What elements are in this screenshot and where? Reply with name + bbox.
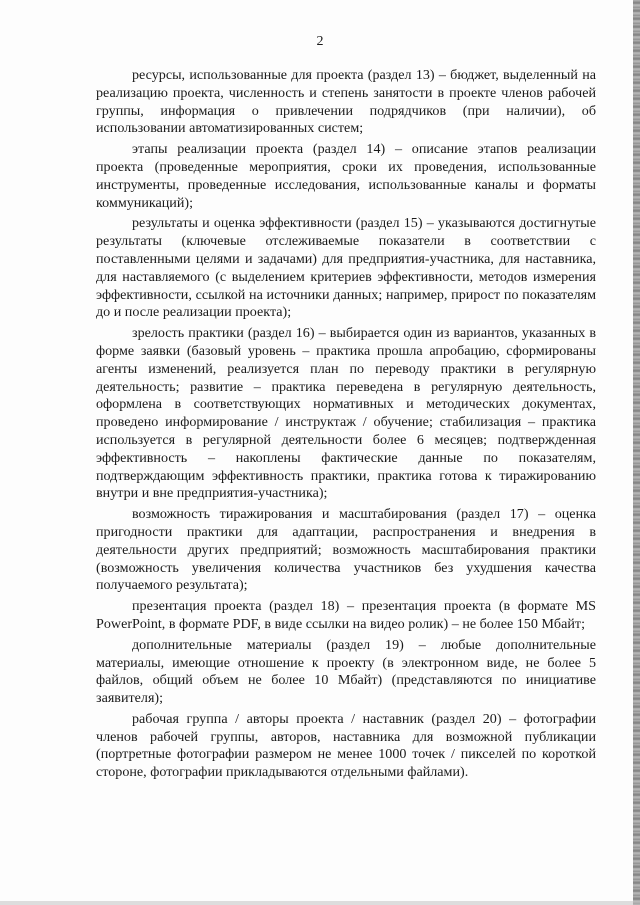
paragraph-practice-maturity: зрелость практики (раздел 16) – выбирается один из вариантов, указанных в форме заявки (базовый уровень – практика прошла апробацию, сформированы агенты изменений, реализуется план по переводу практики в регулярную деятельность; развитие – практика переведена в регулярную деятельность, оформлена в соответствующих нормативных и методических документах, проведено информирование / инструктаж / обучение; стабилизация – практика используется в регулярной деятельности более 6 месяцев; подтвержденная эффективность – накоплены фактические данные по показателям, подтверждающим эффективность практики, практика готова к тиражированию внутри и вне предприятия-участника); — [96, 325, 596, 502]
paragraph-working-group: рабочая группа / авторы проекта / наставник (раздел 20) – фотографии членов рабочей группы, авторов, наставника для возможной публикации (портретные фотографии размером не менее 1000 точек / пикселей по короткой стороне, фотографии прикладываются отдельными файлами). — [96, 710, 596, 781]
paragraph-replication-scaling: возможность тиражирования и масштабирования (раздел 17) – оценка пригодности практики для адаптации, распространения и внедрения в деятельности других предприятий; возможность масштабирования практики (возможность увеличения количества участников без ухудшения качества получаемого результата); — [96, 506, 596, 594]
paragraph-resources: ресурсы, использованные для проекта (раздел 13) – бюджет, выделенный на реализацию проекта, численность и степень занятости в проекте членов рабочей группы, информация о привлечении подрядчиков (при наличии), об использовании автоматизированных систем; — [96, 67, 596, 137]
paragraph-additional-materials: дополнительные материалы (раздел 19) – любые дополнительные материалы, имеющие отношение к проекту (в электронном виде, не более 5 файлов, общий объем не более 10 Мбайт) (представляются по инициативе заявителя); — [96, 636, 596, 707]
paragraph-presentation: презентация проекта (раздел 18) – презентация проекта (в формате MS PowerPoint, в формате PDF, в виде ссылки на видео ролик) – не более 150 Мбайт; — [96, 598, 596, 632]
document-body — [96, 67, 596, 785]
scan-edge-shadow — [633, 0, 640, 905]
scan-bottom-edge — [0, 901, 640, 905]
page-number: 2 — [316, 34, 324, 49]
paragraph-results-evaluation: результаты и оценка эффективности (раздел 15) – указываются достигнутые результаты (ключевые отслеживаемые показатели в соответствии с поставленными целями и задачами) для предприятия-участника, для наставника, для наставляемого (с выделением критериев эффективности, методов измерения эффективности, ссылкой на источники данных; например, прирост по показателям до и после реализации проекта); — [96, 215, 596, 321]
paragraph-implementation-stages: этапы реализации проекта (раздел 14) – описание этапов реализации проекта (проведенные мероприятия, сроки их проведения, использованные инструменты, проведенные исследования, использованные каналы и форматы коммуникаций); — [96, 141, 596, 211]
